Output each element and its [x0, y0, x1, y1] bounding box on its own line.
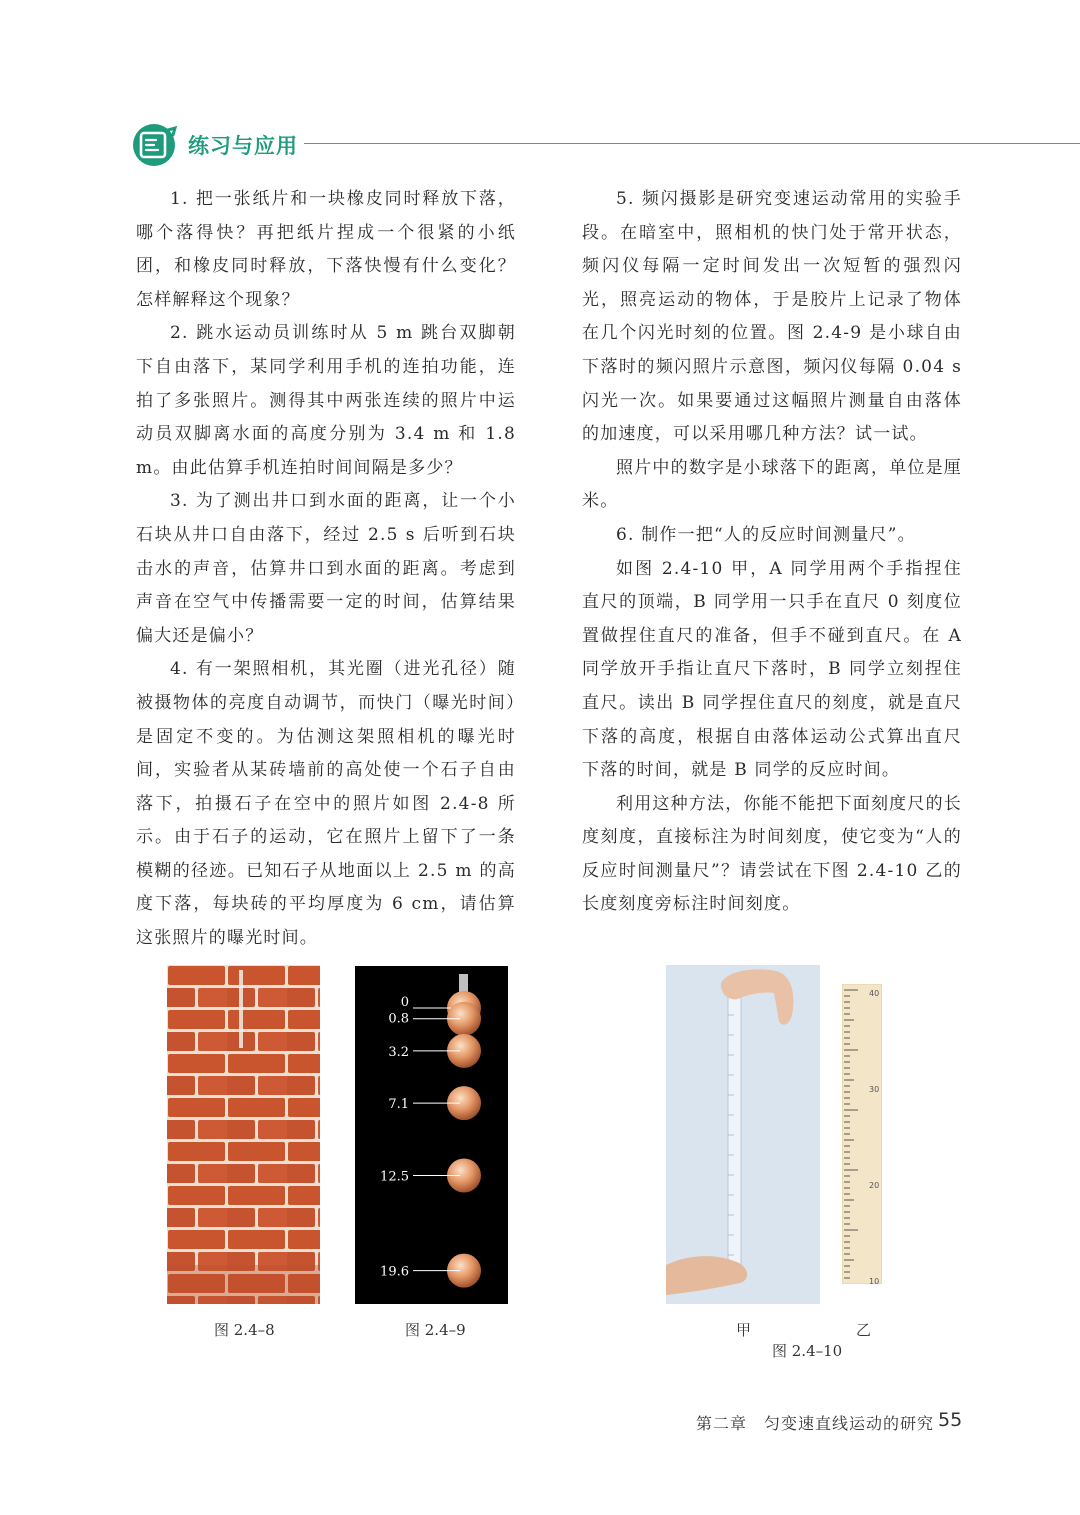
exercise-icon: [132, 122, 180, 168]
question-6-task: 利用这种方法，你能不能把下面刻度尺的长度刻度，直接标注为时间刻度，使它变为“人的反应时间测量尺”？请尝试在下图 2.4-10 乙的长度刻度旁标注时间刻度。: [582, 793, 962, 915]
distance-label: 0.8: [388, 1011, 409, 1027]
question-3: 3. 为了测出井口到水面的距离，让一个小石块从井口自由落下，经过 2.5 s 后听到石块击水的声音，估算井口到水面的距离。考虑到声音在空气中传播需要一定的时间，估算结果偏大还是偏小？: [136, 491, 516, 646]
section-header: [132, 122, 1080, 168]
wooden-ruler: [842, 984, 882, 1284]
section-title: 练习与应用: [188, 134, 298, 158]
question-1: 1. 把一张纸片和一块橡皮同时释放下落，哪个落得快？再把纸片捏成一个很紧的小纸团，和橡皮同时释放，下落快慢有什么变化？怎样解释这个现象？: [136, 189, 516, 310]
question-5: 5. 频闪摄影是研究变速运动常用的实验手段。在暗室中，照相机的快门处于常开状态，频闪仪每隔一定时间发出一次短暂的强烈闪光，照亮运动的物体，于是胶片上记录了物体在几个闪光时刻的位置。图 2.4-9 是小球自由下落时的频闪照片示意图，频闪仪每隔 0.04 s 闪光一次。如果要通过这幅照片测量自由落体的加速度，可以采用哪几种方法？试一试。: [582, 189, 962, 445]
left-column: [136, 183, 516, 956]
distance-label: 19.6: [380, 1264, 409, 1280]
caption-fig-2-4-10: 图 2.4–10: [772, 1342, 843, 1360]
right-column: [582, 183, 962, 922]
header-rule: [304, 143, 1080, 144]
page-number: 55: [938, 1409, 963, 1431]
question-5-note: 照片中的数字是小球落下的距离，单位是厘米。: [582, 457, 962, 512]
release-clamp: [459, 974, 468, 992]
distance-label: 7.1: [388, 1097, 409, 1113]
question-2: 2. 跳水运动员训练时从 5 m 跳台双脚朝下自由落下，某同学利用手机的连拍功能，连拍了多张照片。测得其中两张连续的照片中运动员双脚离水面的高度分别为 3.4 m 和 1.8 m。由此估算手机连拍时间间隔是多少？: [136, 323, 516, 478]
strobe-photo-diagram: [355, 966, 508, 1304]
caption-fig-2-4-9: 图 2.4–9: [405, 1321, 466, 1339]
brick-wall-photo: [167, 965, 320, 1304]
ruler-number: 30: [869, 1085, 880, 1094]
label-jia: 甲: [736, 1321, 752, 1339]
question-4: 4. 有一架照相机，其光圈（进光孔径）随被摄物体的亮度自动调节，而快门（曝光时间）是固定不变的。为估测这架照相机的曝光时间，实验者从某砖墙前的高处使一个石子自由落下，拍摄石子在空中的照片如图 2.4-8 所示。由于石子的运动，它在照片上留下了一条模糊的径迹。已知石子从地面以上 2.5 m 的高度下落，每块砖的平均厚度为 6 cm，请估算这张照片的曝光时间。: [136, 659, 516, 949]
ruler-drop-photo: [666, 965, 820, 1304]
label-yi: 乙: [856, 1321, 872, 1339]
question-6: 6. 制作一把“人的反应时间测量尺”。: [616, 524, 916, 545]
stone-trail: [239, 970, 243, 1048]
ruler-number: 20: [869, 1181, 880, 1190]
question-6-body: 如图 2.4-10 甲，A 同学用两个手指捏住直尺的顶端，B 同学用一只手在直尺 0 刻度位置做捏住直尺的准备，但手不碰到直尺。在 A 同学放开手指让直尺下落时，B 同学立刻捏住直尺。读出 B 同学捏住直尺的刻度，就是直尺下落的高度，根据自由落体运动公式算出直尺下落的时间，就是 B 同学的反应时间。: [582, 558, 962, 781]
distance-label: 0: [400, 995, 409, 1010]
footer-chapter-title: 第二章 匀变速直线运动的研究: [696, 1414, 935, 1433]
caption-fig-2-4-8: 图 2.4–8: [214, 1321, 275, 1339]
ruler-number: 10: [869, 1277, 880, 1284]
ruler-number: 40: [869, 989, 880, 998]
distance-label: 3.2: [388, 1044, 409, 1060]
distance-label: 12.5: [380, 1169, 409, 1185]
